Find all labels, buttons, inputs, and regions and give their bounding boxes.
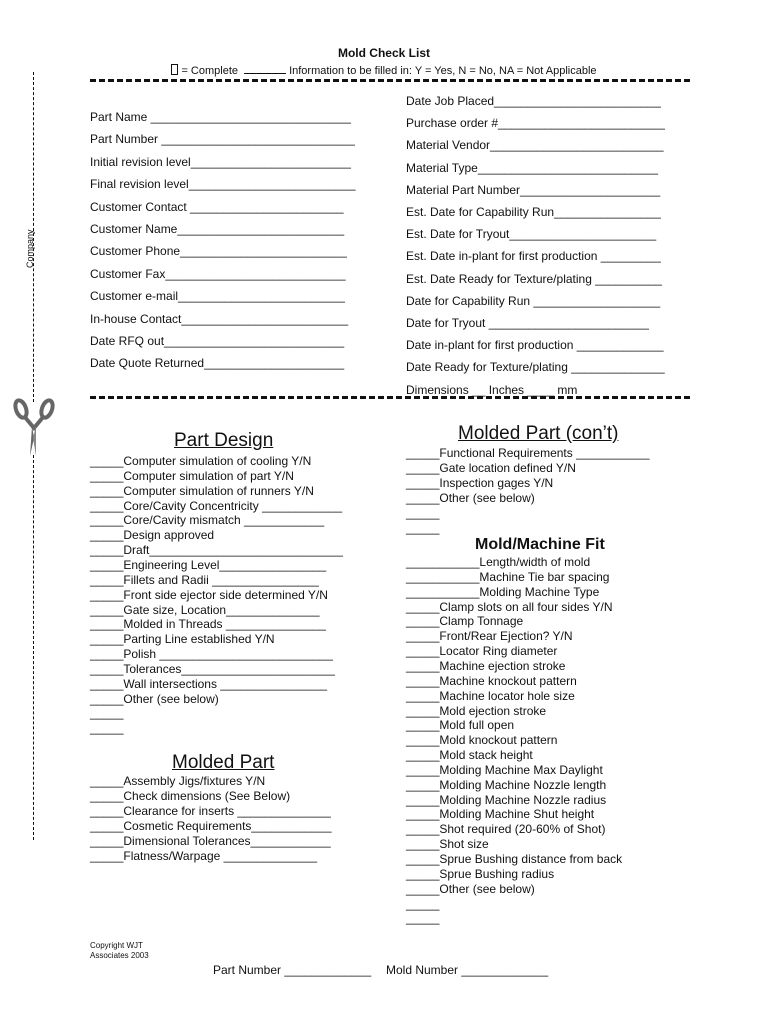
checklist-item[interactable]: _____Sprue Bushing distance from back bbox=[406, 852, 623, 866]
checklist-item[interactable]: _____Engineering Level________________ bbox=[90, 557, 327, 572]
checklist-item[interactable]: _____ bbox=[406, 520, 440, 535]
checklist-item[interactable]: _____Locator Ring diameter bbox=[406, 644, 558, 659]
checklist-item[interactable]: _____Sprue Bushing radius bbox=[406, 866, 555, 881]
checklist-item[interactable]: _____ bbox=[90, 721, 124, 736]
form-field[interactable]: Date for Tryout ________________________ bbox=[406, 316, 649, 330]
checklist-item[interactable]: _____Clamp Tonnage bbox=[406, 614, 524, 629]
checklist-item[interactable]: _____Clamp slots on all four sides Y/N bbox=[406, 599, 613, 614]
form-field[interactable]: Dimensions __ Inches ____ mm bbox=[406, 382, 578, 397]
legend-blank-line bbox=[244, 64, 286, 74]
checklist-item[interactable]: _____Shot size bbox=[406, 837, 489, 852]
checklist-item[interactable]: _____Core/Cavity mismatch ____________ bbox=[90, 513, 325, 528]
form-field[interactable]: Part Number _____________________________ bbox=[90, 132, 355, 147]
footer-part-number[interactable]: Part Number _____________ bbox=[213, 963, 372, 977]
margin-cut-line-lower bbox=[33, 455, 34, 840]
mold-machine-fit-title: Mold/Machine Fit bbox=[475, 536, 605, 553]
checklist-item[interactable]: _____Machine knockout pattern bbox=[406, 673, 577, 688]
checklist-item[interactable]: _____Mold knockout pattern bbox=[406, 733, 558, 748]
copyright-line-2: Associates 2003 bbox=[90, 951, 149, 960]
checklist-item[interactable]: ___________Machine Tie bar spacing bbox=[406, 569, 610, 584]
form-field[interactable]: Initial revision level________________________ bbox=[90, 154, 351, 169]
checklist-item[interactable]: _____Parting Line established Y/N bbox=[90, 632, 275, 647]
legend bbox=[0, 64, 768, 77]
complete-checkbox-icon bbox=[171, 64, 178, 75]
checklist-item[interactable]: _____Machine locator hole size bbox=[406, 688, 575, 703]
checklist-item[interactable]: _____ bbox=[406, 911, 440, 926]
form-field[interactable]: Material Type___________________________ bbox=[406, 160, 659, 175]
checklist-item[interactable]: _____Molding Machine Nozzle radius bbox=[406, 792, 607, 807]
legend-complete: = Complete bbox=[181, 65, 238, 77]
checklist-item[interactable]: _____Flatness/Warpage ______________ bbox=[90, 848, 318, 863]
checklist-item[interactable]: _____Gate location defined Y/N bbox=[406, 460, 576, 475]
form-field[interactable]: Customer Phone_________________________ bbox=[90, 244, 347, 259]
form-field[interactable]: Date Job Placed_________________________ bbox=[406, 94, 661, 108]
checklist-item[interactable]: _____ bbox=[90, 706, 124, 721]
checklist-item[interactable]: _____Inspection gages Y/N bbox=[406, 475, 554, 490]
form-field[interactable]: Purchase order #_________________________ bbox=[406, 116, 665, 131]
checklist-item[interactable]: _____Other (see below) bbox=[406, 881, 535, 896]
checklist-item[interactable]: _____Cosmetic Requirements____________ bbox=[90, 818, 332, 833]
form-field[interactable]: Date Ready for Texture/plating ______________ bbox=[406, 360, 665, 375]
form-field[interactable]: Customer Fax___________________________ bbox=[90, 266, 346, 281]
checklist-item[interactable]: _____Front/Rear Ejection? Y/N bbox=[406, 629, 573, 644]
form-field[interactable]: In-house Contact_________________________ bbox=[90, 311, 349, 326]
form-field[interactable]: Customer e-mail_________________________ bbox=[90, 289, 345, 304]
form-field[interactable]: Final revision level_________________________ bbox=[90, 177, 356, 192]
form-field[interactable]: Est. Date in-plant for first production _________ bbox=[406, 249, 661, 264]
checklist-item[interactable]: _____Other (see below) bbox=[406, 490, 535, 505]
checklist-item[interactable]: _____Molding Machine Shut height bbox=[406, 807, 595, 822]
checklist-item[interactable]: _____Fillets and Radii ________________ bbox=[90, 572, 319, 587]
footer-mold-number[interactable]: Mold Number _____________ bbox=[386, 963, 549, 977]
copyright-line-1: Copyright WJT bbox=[90, 941, 143, 950]
checklist-item[interactable]: _____Check dimensions (See Below) bbox=[90, 788, 291, 803]
form-field[interactable]: Date for Capability Run ___________________ bbox=[406, 293, 661, 308]
checklist-item[interactable]: _____Machine ejection stroke bbox=[406, 658, 566, 673]
form-field[interactable]: Customer Contact _______________________ bbox=[90, 199, 344, 214]
checklist-item[interactable]: ___________Molding Machine Type bbox=[406, 584, 600, 599]
form-field[interactable]: Material Part Number_____________________ bbox=[406, 182, 661, 197]
form-field[interactable]: Est. Date for Capability Run________________ bbox=[406, 205, 661, 219]
page-title: Mold Check List bbox=[337, 46, 430, 60]
checklist-item[interactable]: _____Front side ejector side determined Y/N bbox=[90, 587, 328, 602]
checklist-item[interactable]: _____Mold stack height bbox=[406, 748, 533, 763]
cut-line-middle bbox=[90, 396, 690, 399]
checklist-item[interactable]: _____Clearance for inserts ______________ bbox=[90, 803, 331, 818]
checklist-item[interactable]: _____Mold full open bbox=[406, 718, 515, 733]
checklist-item[interactable]: _____Shot required (20-60% of Shot) bbox=[406, 822, 606, 837]
checklist-item[interactable]: _____Gate size, Location______________ bbox=[90, 602, 320, 617]
form-field[interactable]: Est. Date for Tryout______________________ bbox=[406, 227, 657, 242]
form-field[interactable]: Est. Date Ready for Texture/plating __________ bbox=[406, 271, 662, 286]
scissors-icon bbox=[12, 398, 56, 465]
form-field[interactable]: Date RFQ out___________________________ bbox=[90, 334, 345, 348]
checklist-item[interactable]: _____Assembly Jigs/fixtures Y/N bbox=[90, 774, 266, 788]
checklist-item[interactable]: _____Mold ejection stroke bbox=[406, 703, 547, 718]
checklist-item[interactable]: _____Tolerances_______________________ bbox=[90, 661, 335, 676]
checklist-item[interactable]: _____Computer simulation of part Y/N bbox=[90, 468, 294, 483]
checklist-item[interactable]: _____Core/Cavity Concentricity ____________ bbox=[90, 498, 343, 513]
form-field[interactable]: Date in-plant for first production _____________ bbox=[406, 338, 664, 353]
checklist-item[interactable]: _____Draft_____________________________ bbox=[90, 543, 343, 558]
cut-line-top bbox=[90, 79, 690, 82]
checklist-item[interactable]: _____Dimensional Tolerances____________ bbox=[90, 833, 331, 848]
checklist-item[interactable]: _____Wall intersections ________________ bbox=[90, 676, 328, 691]
legend-info: Information to be filled in: Y = Yes, N = No, NA = Not Applicable bbox=[289, 65, 597, 77]
molded-part-title: Molded Part bbox=[172, 752, 275, 773]
checklist-item[interactable]: _____Molded in Threads _______________ bbox=[90, 617, 326, 632]
checklist-item[interactable]: _____ bbox=[406, 505, 440, 520]
checklist-item[interactable]: _____Other (see below) bbox=[90, 691, 219, 706]
checklist-item[interactable]: _____Design approved bbox=[90, 528, 215, 543]
checklist-item[interactable]: _____Functional Requirements ___________ bbox=[406, 446, 650, 460]
checklist-item[interactable]: _____Polish __________________________ bbox=[90, 647, 333, 662]
part-design-title: Part Design bbox=[174, 430, 274, 451]
checklist-item[interactable]: _____ bbox=[406, 896, 440, 911]
form-field[interactable]: Material Vendor__________________________ bbox=[406, 138, 664, 153]
checklist-item[interactable]: ___________Length/width of mold bbox=[406, 555, 591, 569]
checklist-item[interactable]: _____Computer simulation of runners Y/N bbox=[90, 483, 314, 498]
form-field[interactable]: Date Quote Returned_____________________ bbox=[90, 356, 345, 371]
form-field[interactable]: Part Name ______________________________ bbox=[90, 110, 351, 124]
molded-part-cont-title: Molded Part (con’t) bbox=[458, 423, 619, 444]
checklist-item[interactable]: _____Molding Machine Nozzle length bbox=[406, 777, 607, 792]
copyright bbox=[90, 941, 149, 961]
company-vertical-text: Company bbox=[25, 229, 35, 268]
form-field[interactable]: Customer Name_________________________ bbox=[90, 222, 345, 236]
checklist-item[interactable]: _____Computer simulation of cooling Y/N bbox=[90, 454, 312, 468]
checklist-item[interactable]: _____Molding Machine Max Daylight bbox=[406, 762, 603, 777]
